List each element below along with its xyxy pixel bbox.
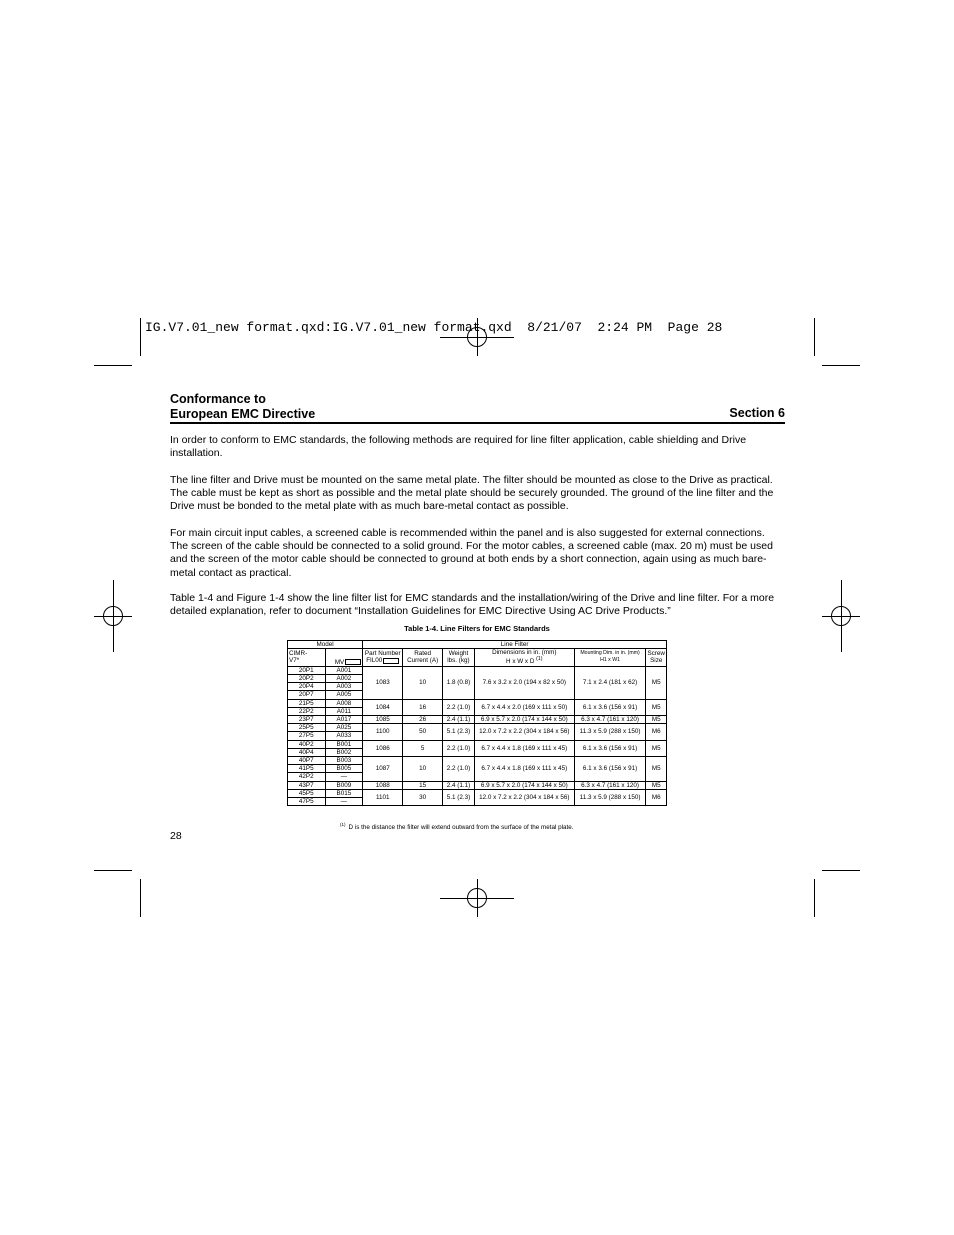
footnote-ref: (1) [536,656,543,663]
page-title-line2: European EMC Directive [170,407,316,421]
crop-mark [814,879,815,917]
table-row [288,781,667,789]
header-line-filter: Line Filter [363,641,667,649]
cell-dimensions: 6.7 x 4.4 x 2.0 (169 x 111 x 50) [474,699,574,715]
cell-cimr-model: 41P5 [288,765,326,773]
cell-dimensions: 12.0 x 7.2 x 2.2 (304 x 184 x 56) [474,724,574,740]
cell-cimr-model: 23P7 [288,715,326,723]
cell-mv-model: B003 [325,756,363,764]
cell-weight: 2.2 (1.0) [443,756,475,781]
cell-mv-model: A017 [325,715,363,723]
cell-part-number: 1084 [363,699,403,715]
print-slug-line: IG.V7.01_new format.qxd:IG.V7.01_new format.qxd 8/21/07 2:24 PM Page 28 [145,320,723,335]
header-mv: MV [325,649,363,667]
cell-cimr-model: 40P4 [288,748,326,756]
header-weight: Weight lbs. (kg) [443,649,475,667]
crop-mark [94,870,132,871]
cell-part-number: 1087 [363,756,403,781]
table-column-header-row [288,649,667,667]
cell-rated-current: 5 [403,740,443,756]
cell-screw-size: M5 [646,699,667,715]
cell-mounting-dim: 7.1 x 2.4 (181 x 62) [574,666,646,699]
cell-weight: 2.4 (1.1) [443,715,475,723]
table-footnote [340,822,574,831]
crop-mark [140,879,141,917]
placeholder-box-icon [383,658,399,664]
cell-weight: 2.2 (1.0) [443,740,475,756]
cell-rated-current: 10 [403,666,443,699]
cell-cimr-model: 47P5 [288,797,326,805]
cell-cimr-model: 43P7 [288,781,326,789]
table-row [288,740,667,748]
cell-dimensions: 6.9 x 5.7 x 2.0 (174 x 144 x 50) [474,715,574,723]
cell-part-number: 1101 [363,789,403,805]
cell-cimr-model: 42P2 [288,773,326,781]
cell-cimr-model: 22P2 [288,707,326,715]
section-label: Section 6 [729,406,785,420]
cell-part-number: 1083 [363,666,403,699]
cell-weight: 5.1 (2.3) [443,724,475,740]
cell-mv-model: B005 [325,765,363,773]
cell-mv-model: B001 [325,740,363,748]
placeholder-box-icon [345,659,361,665]
table-row [288,699,667,707]
cell-dimensions: 6.7 x 4.4 x 1.8 (169 x 111 x 45) [474,740,574,756]
table-row [288,666,667,674]
cell-screw-size: M5 [646,756,667,781]
cell-dimensions: 12.0 x 7.2 x 2.2 (304 x 184 x 56) [474,789,574,805]
cell-weight: 2.4 (1.1) [443,781,475,789]
table-row [288,715,667,723]
cell-mounting-dim: 6.1 x 3.6 (156 x 91) [574,699,646,715]
cell-mv-model: A005 [325,691,363,699]
cell-dimensions: 6.9 x 5.7 x 2.0 (174 x 144 x 50) [474,781,574,789]
paragraph-cables: For main circuit input cables, a screened cable is recommended within the panel and is also suggested for external connections. The screen of the cable should be connected to a solid ground. For the motor cables, a screened cable (max. 20 m) must be used and the screen of the motor cable should be connected to ground at both ends by a short connection, again using as much bare-metal contact as practical. [170,527,773,579]
header-screw-size: Screw Size [647,650,665,665]
cell-mv-model: — [325,797,363,805]
cell-dimensions: 6.7 x 4.4 x 1.8 (169 x 111 x 45) [474,756,574,781]
line-filter-table [287,640,667,806]
cell-cimr-model: 45P5 [288,789,326,797]
footnote-mark: (1) [340,822,346,827]
crop-mark [822,870,860,871]
cell-mv-model: A025 [325,724,363,732]
cell-screw-size: M5 [646,666,667,699]
cell-mv-model: — [325,773,363,781]
page-number: 28 [170,830,182,842]
header-part-number: Part Number FIL00 [363,649,403,667]
cell-weight: 2.2 (1.0) [443,699,475,715]
cell-weight: 5.1 (2.3) [443,789,475,805]
cell-cimr-model: 40P2 [288,740,326,748]
cell-mounting-dim: 6.1 x 3.6 (156 x 91) [574,756,646,781]
crop-mark [822,365,860,366]
table-row [288,724,667,732]
cell-mv-model: A003 [325,683,363,691]
page-title-line1: Conformance to [170,392,266,406]
table-group-header-row [288,641,667,649]
cell-rated-current: 16 [403,699,443,715]
cell-mv-model: A033 [325,732,363,740]
cell-part-number: 1085 [363,715,403,723]
table-row [288,756,667,764]
cell-part-number: 1100 [363,724,403,740]
crop-mark [814,318,815,356]
cell-screw-size: M5 [646,740,667,756]
cell-mounting-dim: 11.3 x 5.9 (288 x 150) [574,789,646,805]
cell-mv-model: B002 [325,748,363,756]
cell-cimr-model: 27P5 [288,732,326,740]
cell-cimr-model: 20P2 [288,674,326,682]
cell-cimr-model: 21P5 [288,699,326,707]
footnote-text: D is the distance the filter will extend outward from the surface of the metal plate. [348,824,574,832]
cell-mv-model: A002 [325,674,363,682]
header-model: Model [288,641,363,649]
paragraph-mounting: The line filter and Drive must be mounted on the same metal plate. The filter should be mounted as close to the Drive as practical. The cable must be kept as short as possible and the metal plate should be securely grounded. The ground of the line filter and the Drive must be bonded to the metal plate with as much bare-metal contact as possible. [170,474,774,513]
header-dimensions: Dimensions in in. (mm) H x W x D $^{(1)}$ [474,649,574,667]
header-rule [170,422,785,424]
paragraph-intro: In order to conform to EMC standards, the following methods are required for line filter application, cable shielding and Drive installation. [170,434,747,460]
cell-mv-model: B009 [325,781,363,789]
cell-rated-current: 30 [403,789,443,805]
cell-cimr-model: 20P7 [288,691,326,699]
cell-mv-model: B015 [325,789,363,797]
cell-mv-model: A008 [325,699,363,707]
cell-part-number: 1086 [363,740,403,756]
cell-mounting-dim: 6.3 x 4.7 (161 x 120) [574,781,646,789]
cell-mv-model: A011 [325,707,363,715]
cell-screw-size: M6 [646,789,667,805]
cell-screw-size: M5 [646,781,667,789]
table-row [288,789,667,797]
cell-cimr-model: 40P7 [288,756,326,764]
paragraph-reference: Table 1-4 and Figure 1-4 show the line filter list for EMC standards and the installation/wiring of the Drive and line filter. For a more detailed explanation, refer to document “Installation Guidelines for EMC Directive Using AC Drive Products.” [170,592,775,618]
page-title [170,392,315,422]
table-body [288,666,667,805]
cell-cimr-model: 25P5 [288,724,326,732]
cell-rated-current: 50 [403,724,443,740]
cell-cimr-model: 20P1 [288,666,326,674]
cell-screw-size: M5 [646,715,667,723]
cell-dimensions: 7.6 x 3.2 x 2.0 (194 x 82 x 50) [474,666,574,699]
cell-rated-current: 26 [403,715,443,723]
cell-mounting-dim: 11.3 x 5.9 (288 x 150) [574,724,646,740]
crop-mark [140,318,141,356]
cell-weight: 1.8 (0.8) [443,666,475,699]
cell-rated-current: 15 [403,781,443,789]
table-caption: Table 1-4. Line Filters for EMC Standards [404,624,550,633]
header-mounting-dim: Mounting Dim. in in. (mm) H1 x W1 [574,649,646,667]
cell-part-number: 1088 [363,781,403,789]
cell-cimr-model: 20P4 [288,683,326,691]
header-cimr: CIMR- V7* [288,649,326,667]
cell-rated-current: 10 [403,756,443,781]
crop-mark [94,365,132,366]
cell-mv-model: A001 [325,666,363,674]
cell-screw-size: M6 [646,724,667,740]
cell-mounting-dim: 6.1 x 3.6 (156 x 91) [574,740,646,756]
cell-mounting-dim: 6.3 x 4.7 (161 x 120) [574,715,646,723]
header-rated-current: Rated Current (A) [403,649,443,667]
